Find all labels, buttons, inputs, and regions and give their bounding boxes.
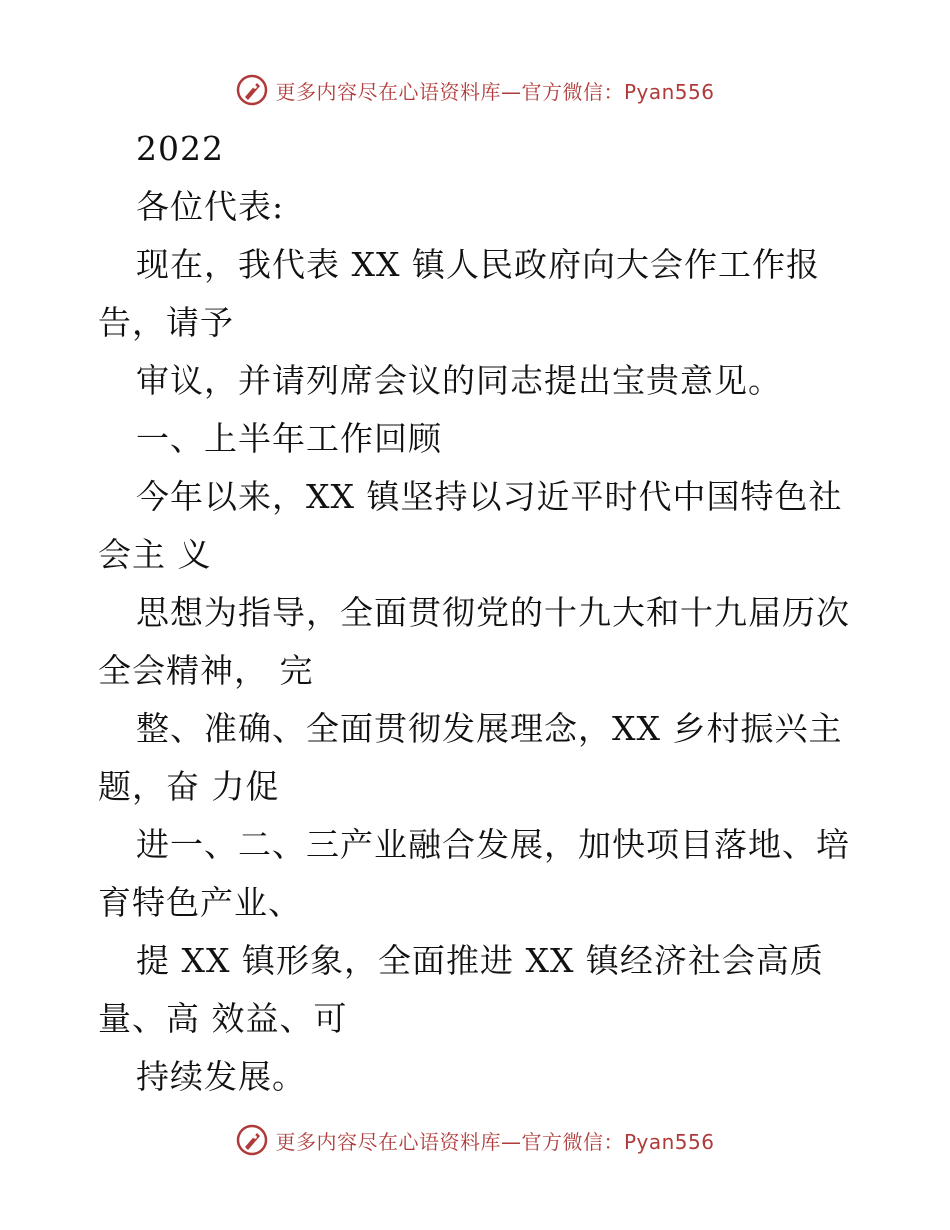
banner-text: 更多内容尽在心语资料库—官方微信：Pyan556 (275, 1129, 715, 1154)
text-line: 提 XX 镇形象，全面推进 XX 镇经济社会高质 (136, 941, 824, 980)
text-line: 审议，并请列席会议的同志提出宝贵意见。 (136, 361, 782, 400)
text-line: 进一、二、三产业融合发展，加快项目落地、培 (136, 825, 850, 864)
text-line: 现在，我代表 XX 镇人民政府向大会作工作报 (136, 245, 820, 284)
header-banner (0, 70, 950, 110)
text-line: 全会精神， 完 (98, 651, 314, 690)
text-line: 今年以来，XX 镇坚持以习近平时代中国特色社 (136, 477, 843, 516)
text-line: 思想为指导，全面贯彻党的十九大和十九届历次 (136, 593, 850, 632)
text-line: 持续发展。 (136, 1057, 306, 1096)
text-line: 2022 (136, 129, 224, 168)
text-line: 育特色产业、 (98, 883, 302, 922)
text-line: 各位代表: (136, 187, 285, 226)
text-line: 告，请予 (98, 303, 234, 342)
text-line: 会主 义 (98, 535, 212, 574)
text-line: 量、高 效益、可 (98, 999, 348, 1038)
section-heading: 一、上半年工作回顾 (136, 419, 442, 458)
text-line: 整、准确、全面贯彻发展理念，XX 乡村振兴主 (136, 709, 843, 748)
pen-nib-logo-icon (235, 1123, 269, 1157)
document-body (98, 120, 878, 1106)
text-line: 题，奋 力促 (98, 767, 280, 806)
banner-text: 更多内容尽在心语资料库—官方微信：Pyan556 (275, 79, 715, 104)
footer-banner (0, 1120, 950, 1160)
pen-nib-logo-icon (235, 73, 269, 107)
